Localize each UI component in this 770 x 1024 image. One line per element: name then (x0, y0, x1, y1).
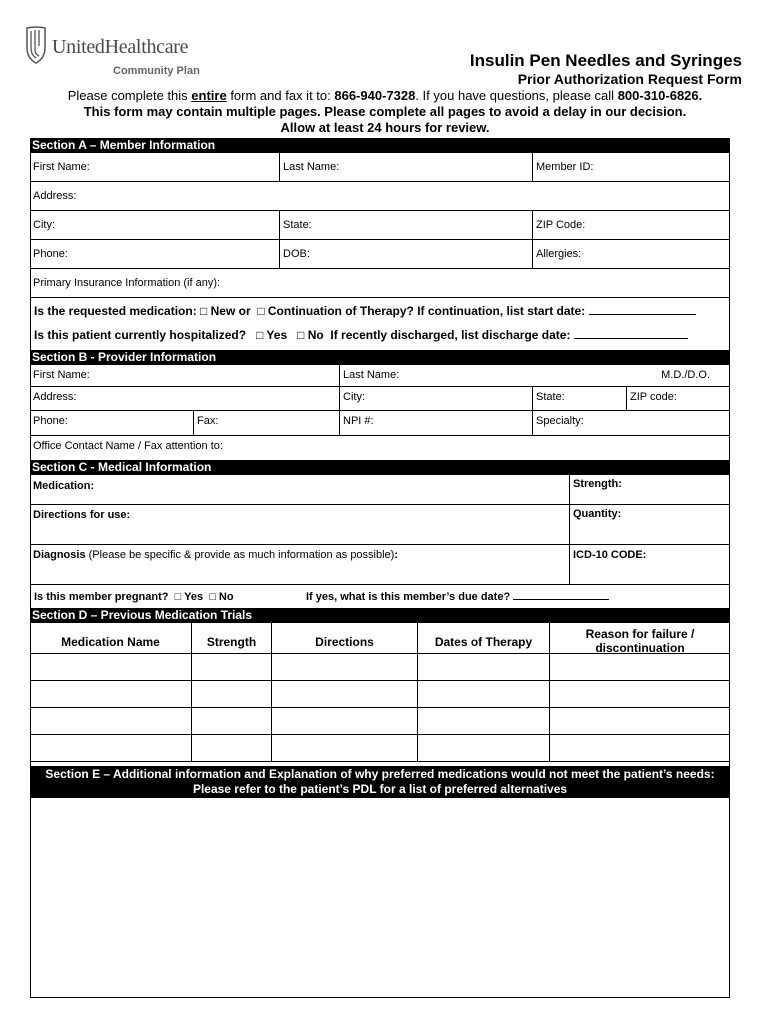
member-id-field[interactable]: Member ID: (536, 161, 594, 173)
member-allergies-field[interactable]: Allergies: (536, 248, 582, 260)
provider-npi-field[interactable]: NPI #: (340, 411, 533, 435)
pregnant-yes-checkbox[interactable]: □ Yes (174, 591, 204, 603)
trial-directions-cell[interactable] (272, 735, 418, 761)
due-date-line[interactable] (513, 599, 609, 600)
trial-directions-cell[interactable] (272, 708, 418, 734)
form-subtitle: Prior Authorization Request Form (517, 71, 742, 87)
trial-strength-cell[interactable] (192, 708, 272, 734)
section-a-header: Section A – Member Information (30, 138, 730, 153)
instructions-line-2: This form may contain multiple pages. Please complete all pages to avoid a delay in our decision. (83, 104, 687, 119)
trial-row (30, 708, 730, 735)
trial-directions-cell[interactable] (272, 681, 418, 707)
section-d-header: Section D – Previous Medication Trials (30, 608, 730, 623)
section-b-header: Section B - Provider Information (30, 350, 730, 365)
member-address-row (30, 182, 730, 211)
directions-field[interactable]: Directions for use: (30, 505, 570, 544)
form-title: Insulin Pen Needles and Syringes (469, 51, 742, 70)
section-c-header: Section C - Medical Information (30, 460, 730, 475)
member-phone-field[interactable]: Phone: (30, 240, 280, 268)
icd10-field[interactable]: ICD-10 CODE: (573, 549, 647, 561)
office-contact-field[interactable]: Office Contact Name / Fax attention to: (33, 440, 223, 452)
member-city-row (30, 211, 730, 240)
trial-dates-cell[interactable] (418, 654, 550, 680)
trial-reason-cell[interactable] (550, 654, 730, 680)
strength-field[interactable]: Strength: (573, 478, 622, 490)
col-reason-for-failure: Reason for failure / discontinuation (585, 627, 695, 655)
hospitalized-question: Is this patient currently hospitalized? □ Yes □ No If recently discharged, list discharge date: (34, 328, 688, 342)
member-dob-field[interactable]: DOB: (280, 240, 533, 268)
provider-fax-field[interactable]: Fax: (194, 411, 340, 435)
unitedhealthcare-logo (25, 26, 225, 82)
provider-state-field[interactable]: State: (533, 387, 627, 410)
member-address-field[interactable]: Address: (33, 190, 77, 202)
logo-name: UnitedHealthcare (52, 36, 189, 58)
section-e-subtitle: Please refer to the patient’s PDL for a list of preferred alternatives (192, 782, 568, 796)
trial-dates-cell[interactable] (418, 681, 550, 707)
provider-address-row (30, 387, 730, 411)
trial-strength-cell[interactable] (192, 654, 272, 680)
continuation-checkbox[interactable]: □ Continuation of Therapy? If continuation, list start date: (257, 304, 586, 318)
provider-last-name-field[interactable]: Last Name: M.D./D.O. (343, 369, 710, 381)
member-last-name-field[interactable]: Last Name: (280, 153, 533, 181)
pregnant-no-checkbox[interactable]: □ No (209, 591, 234, 603)
col-directions: Directions (272, 623, 418, 653)
trial-strength-cell[interactable] (192, 735, 272, 761)
fax-number: 866-940-7328 (334, 88, 416, 103)
trial-directions-cell[interactable] (272, 654, 418, 680)
trial-reason-cell[interactable] (550, 708, 730, 734)
provider-zip-field[interactable]: ZIP code: (630, 391, 677, 403)
trial-row (30, 735, 730, 762)
member-phone-row (30, 240, 730, 269)
start-date-line[interactable] (589, 314, 696, 315)
phone-number: 800-310-6826 (617, 88, 699, 103)
medication-row (30, 475, 730, 505)
diagnosis-row (30, 545, 730, 585)
member-state-field[interactable]: State: (280, 211, 533, 239)
logo-subtitle: Community Plan (113, 65, 200, 77)
pregnancy-question: Is this member pregnant? □ Yes □ No (34, 591, 234, 603)
office-contact-row (30, 436, 730, 460)
shield-logo-icon (25, 26, 47, 64)
member-city-field[interactable]: City: (30, 211, 280, 239)
member-first-name-field[interactable]: First Name: (30, 153, 280, 181)
col-medication-name: Medication Name (30, 623, 192, 653)
medication-field[interactable]: Medication: (30, 475, 570, 504)
new-checkbox[interactable]: □ New or (200, 304, 251, 318)
provider-phone-row (30, 411, 730, 436)
provider-name-row (30, 365, 730, 387)
provider-city-field[interactable]: City: (340, 387, 533, 410)
provider-phone-field[interactable]: Phone: (30, 411, 194, 435)
trial-medication-cell[interactable] (30, 708, 192, 734)
directions-row (30, 505, 730, 545)
primary-insurance-row (30, 269, 730, 298)
trial-reason-cell[interactable] (550, 735, 730, 761)
col-strength: Strength (192, 623, 272, 653)
discharge-date-line[interactable] (574, 338, 688, 339)
trial-medication-cell[interactable] (30, 681, 192, 707)
diagnosis-field[interactable]: Diagnosis (Please be specific & provide as much information as possible): (30, 545, 570, 584)
trial-dates-cell[interactable] (418, 735, 550, 761)
medication-status-question: Is the requested medication: □ New or □ Continuation of Therapy? If continuation, list start date: (34, 304, 696, 318)
additional-info-area[interactable] (31, 798, 729, 997)
instructions-line-3: Allow at least 24 hours for review. (280, 120, 490, 135)
trial-row (30, 681, 730, 708)
due-date-question: If yes, what is this member’s due date? (306, 591, 609, 603)
trial-medication-cell[interactable] (30, 735, 192, 761)
trial-strength-cell[interactable] (192, 681, 272, 707)
hospitalized-yes-checkbox[interactable]: □ Yes (256, 328, 288, 342)
instructions-line-1: Please complete this entire form and fax it to: 866-940-7328. If you have questions, please call 800-310-6826. (67, 88, 703, 103)
primary-insurance-field[interactable]: Primary Insurance Information (if any): (33, 277, 221, 289)
section-e-title: Section E – Additional information and Explanation of why preferred medications would not meet the patient’s needs: (45, 767, 715, 781)
section-e-header (30, 766, 730, 798)
trial-medication-cell[interactable] (30, 654, 192, 680)
hospitalized-no-checkbox[interactable]: □ No (297, 328, 324, 342)
provider-address-field[interactable]: Address: (30, 387, 340, 410)
md-do-label: M.D./D.O. (661, 369, 710, 381)
member-name-row (30, 153, 730, 182)
trials-table-header (30, 623, 730, 654)
trial-dates-cell[interactable] (418, 708, 550, 734)
trial-row (30, 654, 730, 681)
trial-reason-cell[interactable] (550, 681, 730, 707)
provider-first-name-field[interactable]: First Name: (30, 365, 340, 386)
col-dates-of-therapy: Dates of Therapy (418, 623, 550, 653)
provider-specialty-field[interactable]: Specialty: (536, 415, 584, 427)
quantity-field[interactable]: Quantity: (573, 508, 622, 520)
member-zip-field[interactable]: ZIP Code: (536, 219, 586, 231)
